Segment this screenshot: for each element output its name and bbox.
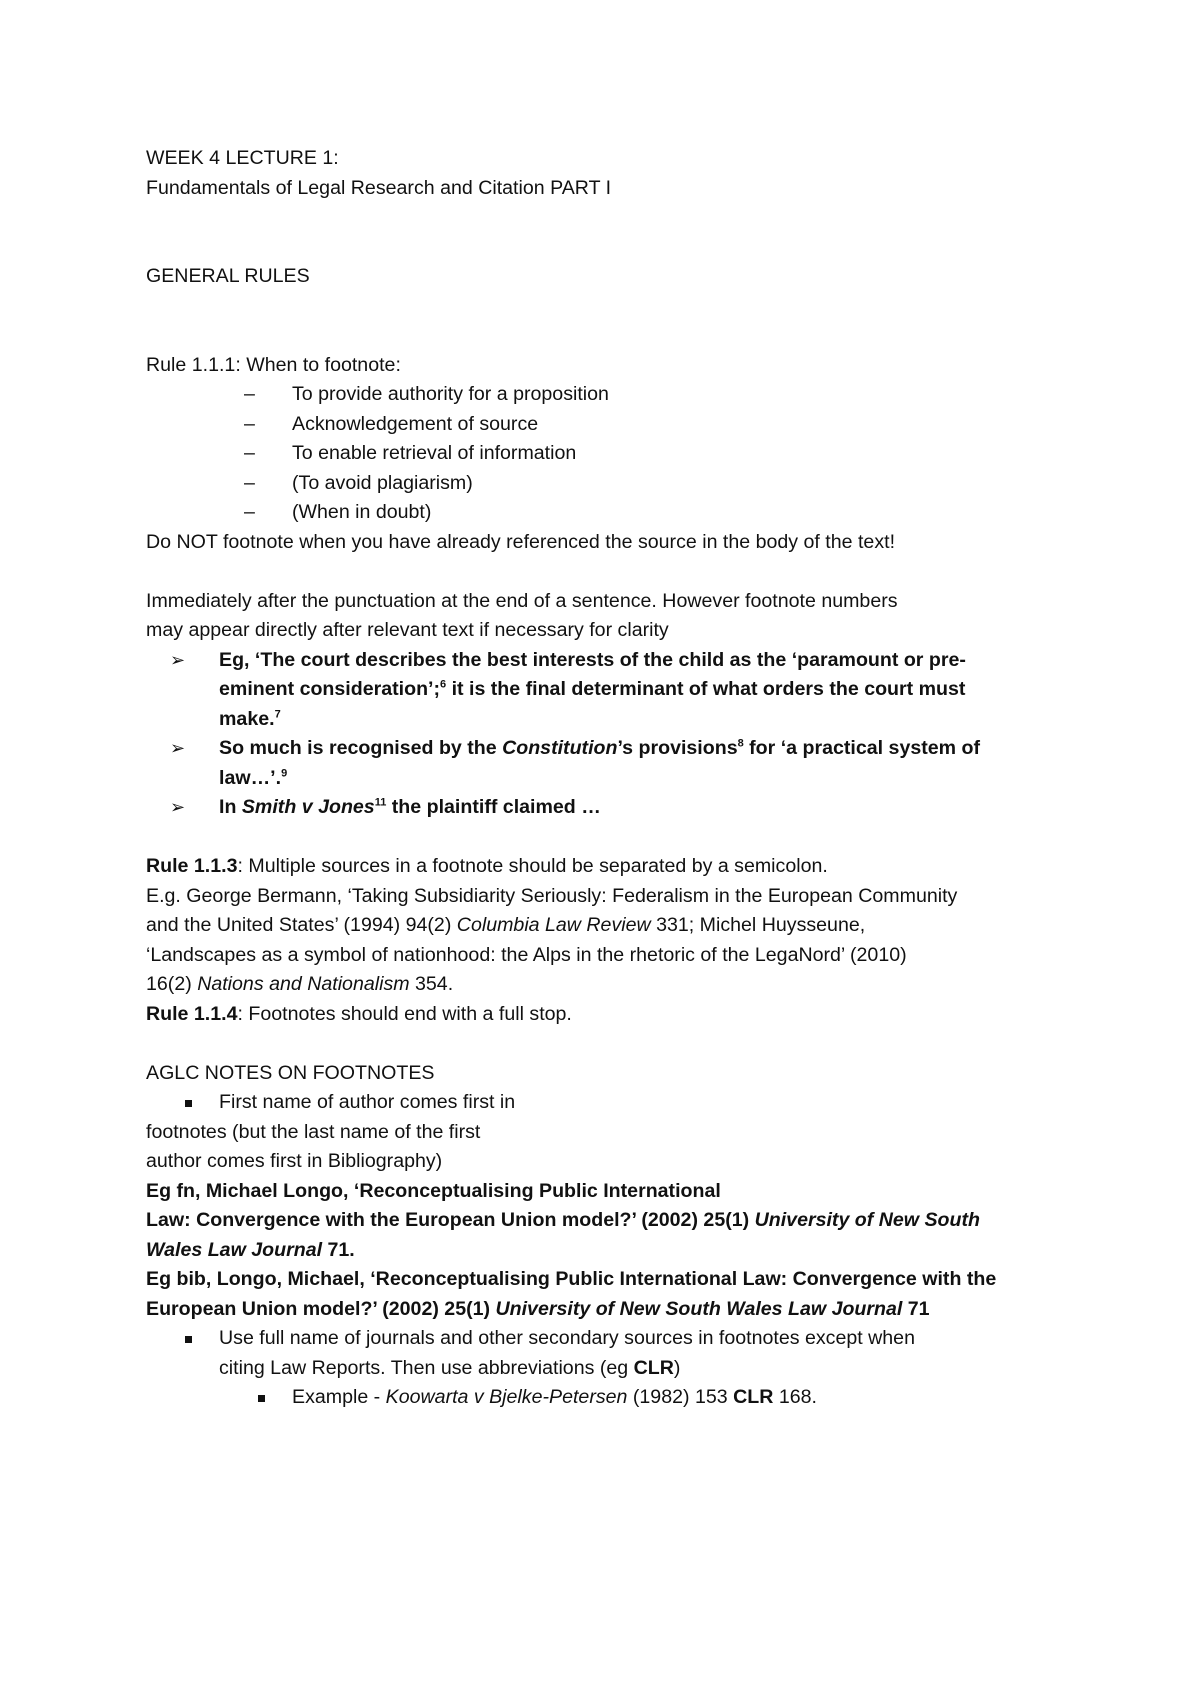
list-item: – (When in doubt) [244, 501, 432, 523]
arrow-bullet-icon: ➢ [170, 797, 186, 817]
list-item: – To enable retrieval of information [244, 442, 577, 464]
square-bullet-icon [258, 1395, 265, 1402]
square-bullet-icon [185, 1336, 192, 1343]
example-item-1: ➢ Eg, ‘The court describes the best interests of the child as the ‘paramount or pre- eminent consideration’;$^6$ it is the final determinant of what orders the court must make.$^7$ [146, 646, 1066, 735]
lecture-title: Fundamentals of Legal Research and Citation PART I [146, 176, 612, 199]
rule-111-list [146, 380, 1066, 528]
week-heading: WEEK 4 LECTURE 1: [146, 147, 339, 169]
arrow-bullet-icon: ➢ [170, 738, 186, 758]
aglc-sub-bullet: Example - Koowarta v Bjelke-Petersen (1982) 153 CLR 168. [146, 1383, 1066, 1413]
general-rules-heading: GENERAL RULES [146, 265, 310, 287]
example-item-2: ➢ So much is recognised by the Constitution’s provisions$^8$ for ‘a practical system of law…’.$^9$ [146, 734, 1066, 793]
rule-114: Rule 1.1.4: Footnotes should end with a full stop. [146, 1002, 572, 1025]
arrow-bullet-icon: ➢ [170, 649, 186, 670]
list-item: – To provide authority for a proposition [244, 383, 609, 405]
eg-footnote-line-2: Law: Convergence with the European Union model?’ (2002) 25(1) University of New South [146, 1209, 980, 1231]
eg-bibliography-line-2: European Union model?’ (2002) 25(1) University of New South Wales Law Journal 71 [146, 1297, 930, 1320]
rule-113-example-line-4: 16(2) Nations and Nationalism 354. [146, 973, 454, 995]
eg-bibliography-line-1: Eg bib, Longo, Michael, ‘Reconceptualising Public International Law: Convergence with the [146, 1268, 997, 1290]
placement-line-1: Immediately after the punctuation at the end of a sentence. However footnote numbers [146, 589, 898, 612]
example-item-3: ➢ In Smith v Jones$^{11}$ the plaintiff claimed … [146, 793, 1066, 823]
square-bullet-icon [185, 1100, 192, 1107]
eg-footnote-line-1: Eg fn, Michael Longo, ‘Reconceptualising Public International [146, 1179, 721, 1202]
aglc-bullet-1: First name of author comes first in [146, 1088, 1066, 1118]
placement-line-2: may appear directly after relevant text if necessary for clarity [146, 619, 669, 641]
aglc-bullet-1-line-3: author comes first in Bibliography) [146, 1150, 443, 1172]
document-body [146, 144, 1066, 1413]
rule-111-label: Rule 1.1.1: When to footnote: [146, 353, 401, 376]
list-item: – (To avoid plagiarism) [244, 471, 473, 494]
list-item: – Acknowledgement of source [244, 412, 539, 435]
rule-113-example-line-3: ‘Landscapes as a symbol of nationhood: the Alps in the rhetoric of the LegaNord’ (2010) [146, 943, 907, 966]
aglc-heading: AGLC NOTES ON FOOTNOTES [146, 1061, 435, 1084]
aglc-bullet-1-line-2: footnotes (but the last name of the first [146, 1120, 481, 1143]
rule-113-example-line-1: E.g. George Bermann, ‘Taking Subsidiarity Seriously: Federalism in the European Community [146, 884, 958, 907]
eg-footnote-line-3: Wales Law Journal 71. [146, 1238, 355, 1261]
rule-111-note: Do NOT footnote when you have already referenced the source in the body of the text! [146, 530, 896, 553]
rule-113-example-line-2: and the United States’ (1994) 94(2) Columbia Law Review 331; Michel Huysseune, [146, 914, 866, 936]
rule-113: Rule 1.1.3: Multiple sources in a footnote should be separated by a semicolon. [146, 855, 828, 877]
aglc-bullet-2: Use full name of journals and other secondary sources in footnotes except when citing Law Reports. Then use abbreviations (eg CLR) [146, 1324, 1066, 1383]
